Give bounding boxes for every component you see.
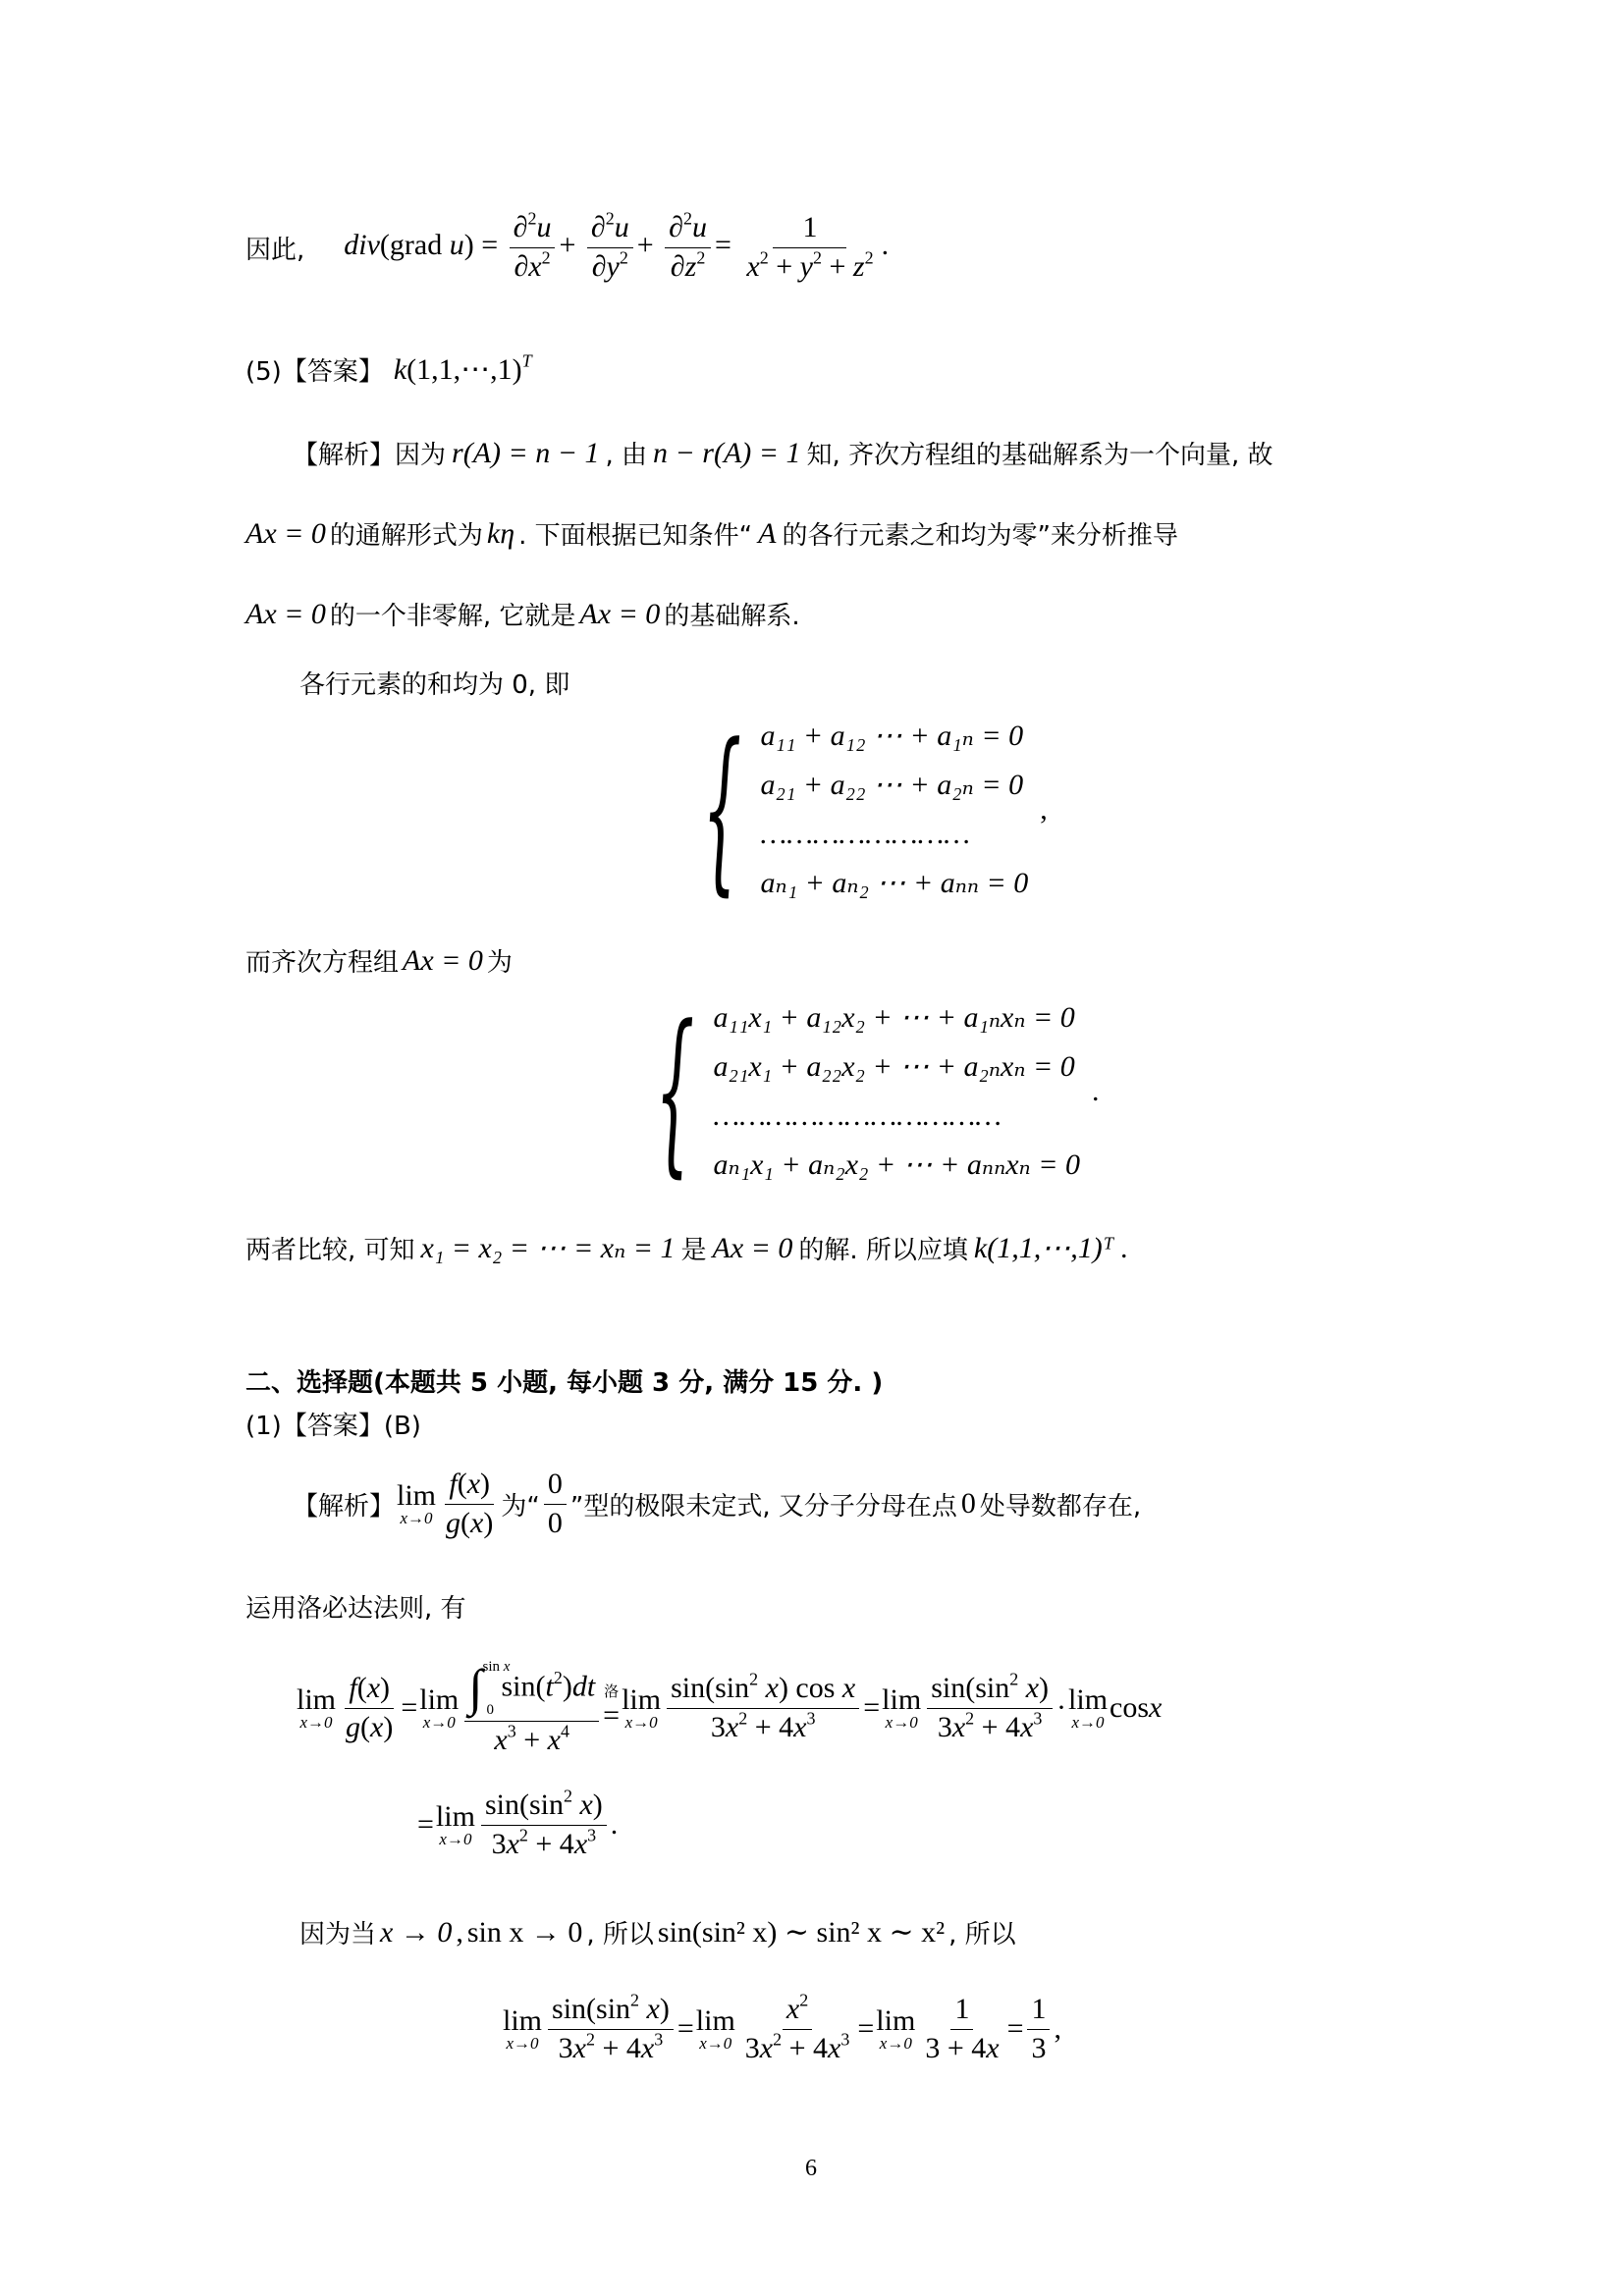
text: 的一个非零解, 它就是 — [329, 602, 576, 631]
text-therefore: 因此, — [245, 235, 305, 265]
sys1-comma: , — [1040, 793, 1048, 826]
q5-answer-label: (5)【答案】 — [245, 357, 384, 387]
text: 的通解形式为 — [329, 521, 483, 551]
math-rank: r(A) = n − 1 — [452, 436, 600, 469]
math-a: A — [758, 516, 777, 550]
lhopital-mark: 洛 — [604, 1682, 620, 1700]
text: , — [456, 1915, 463, 1949]
q5-answer-value: k(1,1,⋯,1)$^T$ — [393, 350, 532, 386]
c1-analysis-line3 — [299, 1914, 1016, 1950]
equation-system-homogeneous — [619, 988, 1100, 1194]
final-limit-equation: lim x→0 $\frac{\sin(\sin^2 x)}{3x^2 + 4x^3}$ = lim x→0 $\frac{x^2}{3x^2 + 4x^3}$ = lim x→0 $\frac{1}{3 + 4x}$ = $\frac{1}{3}$ , — [503, 1990, 1061, 2064]
c1-analysis-line2: 运用洛必达法则, 有 — [245, 1594, 466, 1624]
q5-analysis-line2 — [245, 515, 1178, 552]
div-grad-formula: div(grad u) = $\frac{\partial^2u}{\partial x^2}$ + $\frac{\partial^2u}{\partial y^2}$ + $\frac{\partial^2u}{\partial z^2}$ = $\frac{1}{x^2 + y^2 + z^2}$ . — [344, 208, 890, 283]
text: 处导数都存在, — [979, 1491, 1142, 1522]
text: 的解. 所以应填 — [798, 1236, 968, 1265]
math-answer: k(1,1,⋯,1)ᵀ . — [973, 1232, 1129, 1264]
text: 是 — [680, 1236, 707, 1265]
lim-operator: lim x→0 — [397, 1479, 437, 1527]
fraction-f-over-g: $\frac{f(x)}{g(x)}$ — [446, 1468, 494, 1539]
text: , 由 — [605, 441, 648, 470]
sys2-eqn: aₙ₁x₁ + aₙ₂x₂ + ⋯ + aₙₙxₙ = 0 — [713, 1148, 1080, 1181]
q5-analysis-line6 — [245, 1230, 1128, 1266]
text: ”型的极限未定式, 又分子分母在点 — [569, 1491, 957, 1522]
left-brace: { — [655, 988, 695, 1194]
text: , 所以 — [948, 1920, 1016, 1949]
math-rank-diff: n − r(A) = 1 — [653, 436, 801, 469]
text: 为“ — [501, 1491, 540, 1522]
sys1-eq2: a₂₁ + a₂₂ ⋯ + a₂ₙ = 0 — [760, 769, 1024, 801]
sys1-dots: …………………… — [760, 818, 970, 850]
math: sin x → 0 — [466, 1915, 583, 1949]
section-heading-choice: 二、选择题(本题共 5 小题, 每小题 3 分, 满分 15 分. ) — [245, 1368, 884, 1398]
fraction-zero-over-zero: $\frac{0}{0}$ — [544, 1468, 567, 1540]
sys2-eq1: a₁₁x₁ + a₁₂x₂ + ⋯ + a₁ₙxₙ = 0 — [713, 1001, 1075, 1034]
math-ax0: Ax = 0 — [579, 597, 661, 630]
sys2-dots: …………………………… — [713, 1099, 1001, 1132]
text: , 所以 — [586, 1920, 654, 1949]
math-ax0: Ax = 0 — [712, 1231, 793, 1264]
text: 因为 — [395, 441, 447, 470]
sys2-period: . — [1091, 1075, 1100, 1107]
c1-answer-line: (1)【答案】(B) — [245, 1412, 421, 1441]
c1-analysis-line1 — [293, 1468, 1141, 1540]
text: 知, 齐次方程组的基础解系为一个向量, 故 — [806, 441, 1273, 470]
sys1-eqn: aₙ₁ + aₙ₂ ⋯ + aₙₙ = 0 — [760, 867, 1029, 899]
q5-analysis-line4: 各行元素的和均为 0, 即 — [299, 670, 570, 700]
lhopital-equation-cont: = lim x→0 $\frac{\sin(\sin^2 x)}{3x^2 + 4x^3}$ . — [417, 1786, 619, 1860]
c1-analysis-label: 【解析】 — [293, 1491, 396, 1522]
lhopital-equation: lim x→0 $\frac{f(x)}{g(x)}$ = lim x→0 $\frac{\int^{sin x}_0 \sin(t^2)dt}{x^3 + x^4}$ 洛 = lim x→0 $\frac{\sin(\sin^2 x) \cos x}{3x^2 + 4x^3}$ = lim x→0 $\frac{\sin(\sin^2 x)}{3x^2 + 4x^3}$ · lim x→0 cos x — [297, 1659, 1163, 1756]
math-ax0: Ax = 0 — [403, 943, 483, 977]
text: 因为当 — [299, 1920, 377, 1949]
q5-analysis-label: 【解析】 — [293, 441, 396, 470]
text: 而齐次方程组 — [245, 948, 400, 978]
math-all-ones: x₁ = x₂ = ⋯ = xₙ = 1 — [420, 1232, 676, 1264]
math-zero: 0 — [960, 1487, 976, 1520]
page-number: 6 — [805, 2156, 817, 2181]
equation-system-row-sums — [666, 707, 1048, 912]
math-keta: kη — [486, 516, 515, 550]
divergence-result-line — [245, 208, 890, 284]
sys2-eq2: a₂₁x₁ + a₂₂x₂ + ⋯ + a₂ₙxₙ = 0 — [713, 1050, 1075, 1083]
q5-analysis-line1 — [293, 435, 1273, 471]
text: 的各行元素之和均为零”来分析推导 — [782, 521, 1178, 551]
text: 为 — [486, 948, 513, 978]
math-ax0: Ax = 0 — [245, 516, 326, 550]
math-ax0: Ax = 0 — [245, 597, 326, 630]
sys1-eq1: a₁₁ + a₁₂ ⋯ + a₁ₙ = 0 — [760, 720, 1024, 752]
math-equivalent: sin(sin² x) ∼ sin² x ∼ x² — [657, 1916, 946, 1949]
math: x → 0 — [380, 1915, 453, 1949]
text: 两者比较, 可知 — [245, 1236, 415, 1265]
q5-analysis-line3 — [245, 596, 800, 632]
text: . 下面根据已知条件“ — [518, 521, 753, 551]
text: 的基础解系. — [664, 602, 800, 631]
left-brace: { — [702, 707, 742, 912]
q5-answer-line — [245, 351, 532, 388]
q5-analysis-line5 — [245, 942, 513, 979]
